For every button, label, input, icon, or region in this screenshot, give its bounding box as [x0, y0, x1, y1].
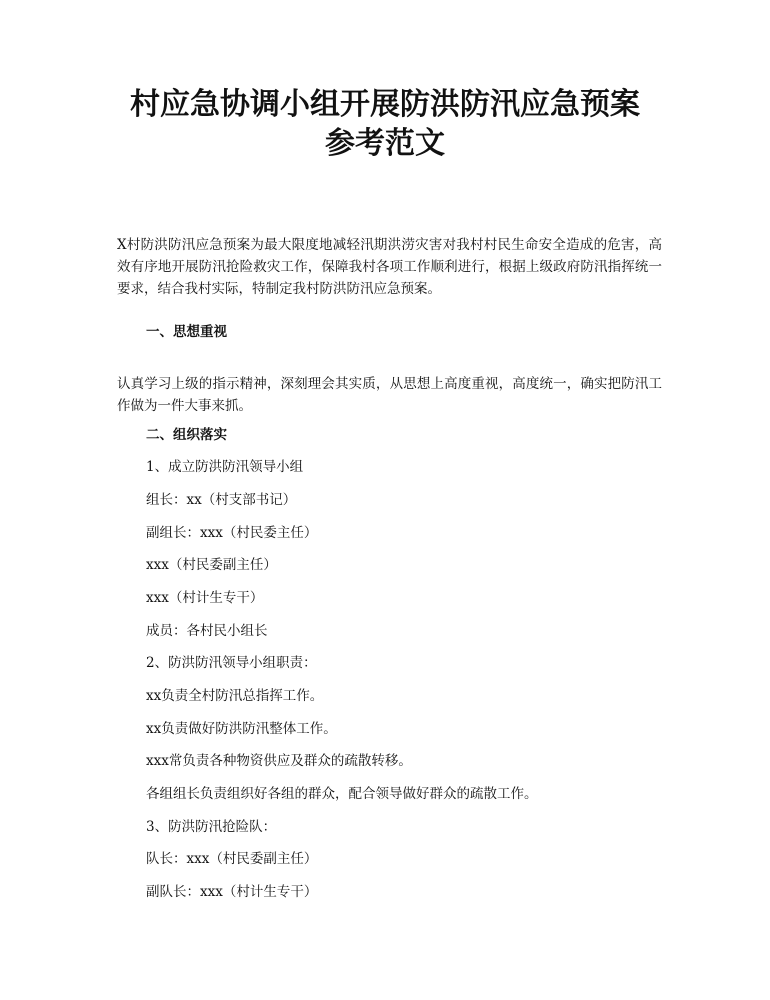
section-2-line: xx负责全村防汛总指挥工作。	[146, 688, 324, 704]
intro-paragraph: X村防洪防汛应急预案为最大限度地减轻汛期洪涝灾害对我村村民生命安全造成的危害，高效有序地开展防汛抢险救灾工作，保障我村各项工作顺利进行，根据上级政府防汛指挥统一要求，结合我村实际，特制定我村防洪防汛应急预案。	[117, 237, 662, 297]
document-title-line-1: 村应急协调小组开展防洪防汛应急预案	[130, 87, 640, 122]
section-2-line: 组长：xx（村支部书记）	[146, 492, 297, 508]
section-2-line: 2、防洪防汛领导小组职责：	[146, 655, 317, 671]
section-2-line: 各组组长负责组织好各组的群众，配合领导做好群众的疏散工作。	[146, 786, 538, 802]
section-2-line: 成员：各村民小组长	[146, 623, 268, 639]
section-2-line: xxx（村计生专干）	[146, 590, 264, 606]
section-2-line: xx负责做好防洪防汛整体工作。	[146, 721, 337, 737]
section-1-heading: 一、思想重视	[146, 324, 227, 340]
section-2-line: 1、成立防洪防汛领导小组	[146, 459, 304, 475]
section-2-line: 副组长：xxx（村民委主任）	[146, 525, 318, 541]
document-title-line-2: 参考范文	[325, 126, 445, 161]
section-2-line: 副队长：xxx（村计生专干）	[146, 884, 318, 900]
section-2-line: 3、防洪防汛抢险队：	[146, 819, 277, 835]
section-1-body: 认真学习上级的指示精神，深刻理会其实质，从思想上高度重视，高度统一，确实把防汛工作做为一件大事来抓。	[117, 376, 662, 414]
section-2-line: xxx（村民委副主任）	[146, 557, 277, 573]
section-2-line: xxx常负责各种物资供应及群众的疏散转移。	[146, 753, 412, 769]
section-2-line: 队长：xxx（村民委副主任）	[146, 851, 318, 867]
section-2-heading: 二、组织落实	[146, 427, 227, 443]
